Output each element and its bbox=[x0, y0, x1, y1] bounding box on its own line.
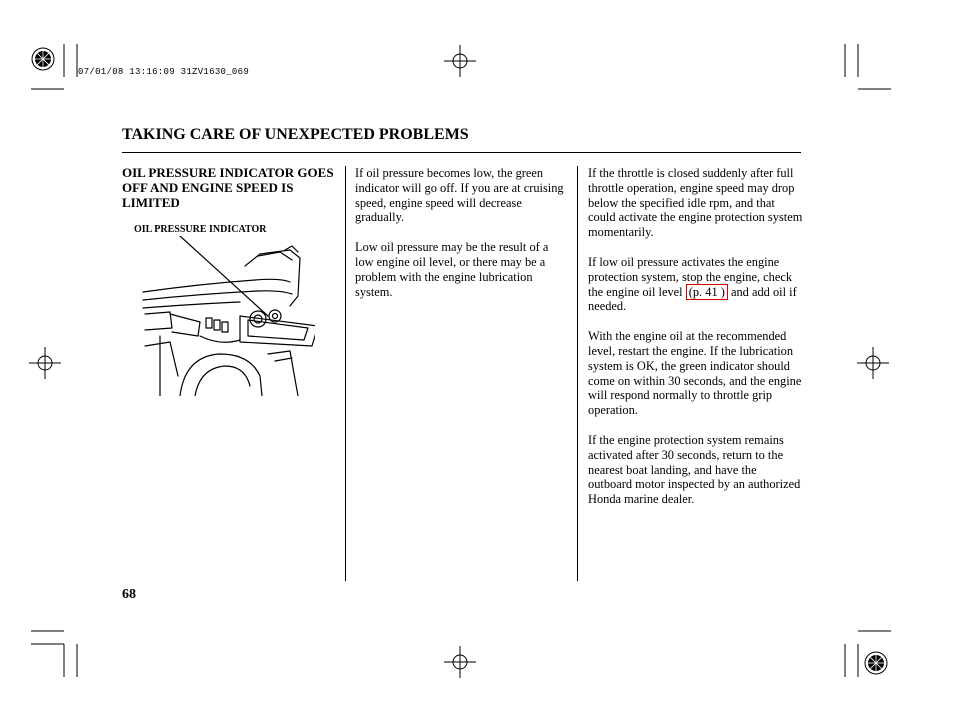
registration-target-top bbox=[444, 45, 476, 77]
column-divider-2 bbox=[577, 166, 578, 581]
page-number: 68 bbox=[122, 587, 136, 602]
column-2 bbox=[355, 166, 570, 314]
subsection-heading: OIL PRESSURE INDICATOR GOES OFF AND ENGINE SPEED IS LIMITED bbox=[122, 165, 334, 210]
paragraph: With the engine oil at the recommended level, restart the engine. If the lubrication system is OK, the green indicator should come on within 30 seconds, and the engine will respond normally to throttle grip operation. bbox=[588, 329, 802, 418]
paragraph bbox=[588, 255, 803, 314]
registration-target-bottom bbox=[444, 646, 476, 678]
figure-label: OIL PRESSURE INDICATOR bbox=[134, 224, 267, 235]
paragraph: If the engine protection system remains activated after 30 seconds, return to the nearest boat landing, and have the outboard motor inspected by an authorized Honda marine dealer. bbox=[588, 432, 801, 507]
paragraph-text: and add oil if needed. bbox=[588, 284, 797, 314]
oil-pressure-indicator-illustration bbox=[140, 236, 315, 396]
header-rule bbox=[122, 152, 801, 153]
page-reference-link[interactable]: (p. 41 ) bbox=[686, 284, 728, 300]
paragraph: If the throttle is closed suddenly after full throttle operation, engine speed may drop below the specified idle rpm, and that could activate the engine protection system momentarily. bbox=[588, 166, 803, 240]
column-divider-1 bbox=[345, 166, 346, 581]
starburst-mark-top-left bbox=[32, 48, 54, 70]
print-stamp: 07/01/08 13:16:09 31ZV1630_069 bbox=[78, 67, 250, 77]
paragraph: If oil pressure becomes low, the green indicator will go off. If you are at cruising speed, engine speed will decrease gradually. bbox=[355, 166, 564, 225]
starburst-mark-bottom-right bbox=[865, 652, 887, 674]
column-3 bbox=[588, 166, 803, 522]
registration-target-left bbox=[29, 347, 61, 379]
section-title: TAKING CARE OF UNEXPECTED PROBLEMS bbox=[122, 126, 469, 143]
registration-target-right bbox=[857, 347, 889, 379]
paragraph: Low oil pressure may be the result of a low engine oil level, or there may be a problem with the engine lubrication system. bbox=[355, 240, 549, 299]
paragraph-text: If low oil pressure activates the engine protection system, stop the engine, check the engine oil level bbox=[588, 254, 793, 299]
